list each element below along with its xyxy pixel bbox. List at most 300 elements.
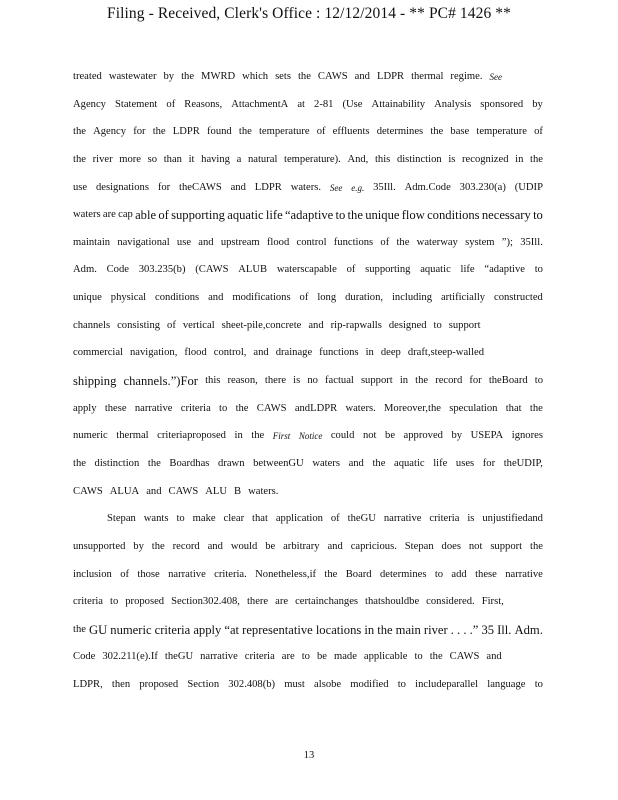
text-line	[73, 402, 543, 430]
text-word: theGU	[347, 513, 376, 525]
text-word: there	[264, 375, 287, 387]
text-line	[73, 595, 543, 623]
text-word: the	[147, 457, 161, 469]
text-word: duration,	[345, 292, 384, 304]
text-word: First	[272, 431, 291, 442]
text-line	[73, 181, 543, 209]
text-word: does	[441, 540, 461, 552]
text-word: unsupported	[73, 540, 126, 552]
text-word: designations	[95, 181, 149, 193]
text-word: the	[73, 457, 86, 469]
text-word: e.g.	[351, 182, 365, 193]
text-word: MWRD	[201, 71, 236, 82]
text-word: the	[73, 126, 86, 138]
text-word: the	[238, 126, 252, 138]
text-word: the	[430, 126, 444, 138]
text-word: CAWS	[449, 651, 480, 663]
text-line	[73, 208, 543, 236]
text-word: this	[374, 153, 391, 165]
text-word: clear	[223, 513, 245, 525]
text-line	[73, 70, 543, 98]
text-word: and	[354, 71, 370, 82]
text-word: LDPR,	[73, 679, 103, 691]
text-word: which	[242, 71, 269, 82]
text-word: of	[346, 264, 356, 276]
text-line	[73, 678, 543, 706]
text-word: Code	[106, 264, 129, 276]
text-word: in	[234, 430, 243, 442]
text-word: conditions	[155, 292, 200, 304]
text-word: Agency	[93, 126, 127, 138]
text-word: Reasons,	[184, 98, 223, 110]
text-word: to	[534, 375, 543, 387]
page-number: 13	[303, 750, 315, 761]
text-line	[73, 153, 543, 181]
text-word: thatshouldbe	[365, 596, 420, 608]
text-word: USEPA	[470, 430, 504, 442]
text-word: for	[157, 181, 171, 193]
text-word: LDPR	[172, 126, 200, 138]
text-word: 35Ill.	[373, 181, 396, 193]
text-word: by	[451, 430, 463, 442]
text-word: and	[198, 236, 214, 248]
text-word: criteria	[429, 513, 460, 525]
text-word: alsobe	[314, 679, 342, 691]
text-word: thermal	[411, 71, 444, 82]
text-word: approved	[403, 430, 443, 442]
text-word: unique	[365, 208, 400, 223]
text-word: of	[167, 319, 176, 331]
text-word: theGU	[164, 651, 194, 663]
text-word: is	[448, 153, 456, 165]
text-word: the	[415, 375, 429, 387]
text-word: See	[489, 72, 502, 82]
text-word: and	[230, 181, 246, 193]
text-word: cap	[118, 209, 133, 221]
text-word: includeparallel	[415, 679, 479, 691]
text-word: modified	[350, 679, 389, 691]
text-word: the	[347, 208, 363, 223]
text-word: narrative	[168, 568, 206, 580]
text-word: Adm.	[514, 622, 543, 637]
text-word: narrative	[200, 651, 238, 663]
text-word: Adm.Code	[404, 181, 451, 193]
text-word: . . . .”	[450, 622, 479, 637]
text-line	[73, 236, 543, 264]
text-word: river	[92, 153, 113, 165]
text-word: 302.211(e).If	[102, 651, 158, 663]
text-word: artificially	[440, 292, 486, 304]
text-word: to	[219, 402, 228, 414]
text-word: to	[433, 319, 442, 331]
text-word: shipping	[73, 374, 117, 389]
text-word: application	[275, 513, 323, 525]
text-word: than	[163, 153, 182, 165]
text-word: numeric	[73, 430, 108, 442]
text-line	[73, 346, 543, 374]
text-line	[73, 98, 543, 126]
text-word: made	[333, 651, 357, 663]
text-word: main	[395, 622, 421, 637]
text-word: having	[201, 153, 230, 165]
text-word: to	[414, 651, 423, 663]
text-word: by	[133, 540, 144, 552]
text-word: be	[385, 430, 396, 442]
text-word: locations	[315, 622, 362, 637]
text-word: theBoard	[488, 375, 528, 387]
text-word: functions	[319, 347, 359, 359]
text-word: constructed	[494, 292, 543, 304]
text-word: consisting	[117, 319, 161, 331]
text-word: designed	[388, 319, 427, 331]
text-word: reason,	[227, 375, 258, 387]
text-line	[73, 291, 543, 319]
text-word: language	[487, 679, 526, 691]
text-word: life	[433, 457, 448, 469]
text-word: use	[73, 181, 88, 193]
text-word: considered.	[426, 596, 475, 608]
text-word: Moreover,the	[384, 402, 441, 414]
text-word: flow	[401, 208, 425, 223]
text-word: the	[152, 126, 166, 138]
text-word: factual	[325, 375, 354, 387]
text-word: criteria.	[214, 568, 247, 580]
text-word: of	[534, 126, 543, 138]
text-word: CAWS	[317, 71, 348, 82]
text-word: the	[73, 153, 86, 165]
text-word: 303.230(a)	[459, 181, 506, 193]
text-word: is	[467, 513, 475, 525]
text-word: proposed	[139, 679, 179, 691]
text-word: supporting	[365, 264, 411, 276]
body-text	[73, 70, 543, 706]
text-word: waters.	[248, 485, 279, 497]
text-word: for	[133, 126, 146, 138]
text-word: and	[348, 457, 364, 469]
text-word: in	[515, 153, 524, 165]
text-word: deep	[380, 347, 401, 359]
text-word: regime.	[450, 71, 483, 82]
text-word: representative	[242, 622, 313, 637]
text-word: of	[158, 208, 169, 223]
text-word: add	[451, 568, 467, 580]
text-word: CAWS	[256, 402, 287, 414]
text-word: channels	[73, 319, 111, 331]
text-word: upstream	[220, 236, 260, 248]
text-word: Analysis	[434, 98, 472, 110]
text-word: life	[265, 208, 283, 223]
text-word: waters.	[345, 402, 376, 414]
text-line	[73, 485, 543, 513]
text-word: modifications	[232, 292, 291, 304]
text-word: support	[360, 375, 393, 387]
text-word: that	[252, 513, 268, 525]
text-word: ALUB	[238, 264, 268, 276]
text-word: determines	[376, 126, 424, 138]
text-word: in	[399, 375, 409, 387]
text-line	[73, 263, 543, 291]
text-word: Section	[187, 679, 220, 691]
text-word: would	[230, 540, 258, 552]
text-word: CAWS	[168, 485, 199, 497]
text-word: these	[475, 568, 497, 580]
text-word: to	[434, 568, 444, 580]
text-word: distinction	[94, 457, 140, 469]
text-word: support	[490, 540, 523, 552]
text-word: of	[380, 236, 390, 248]
text-word: life	[460, 264, 475, 276]
text-word: criteria	[244, 651, 275, 663]
text-word: of	[316, 126, 326, 138]
text-word: not	[468, 540, 483, 552]
text-line	[73, 319, 543, 347]
text-word: (CAWS	[195, 264, 229, 276]
text-word: and	[486, 651, 502, 663]
text-word: sets	[275, 71, 291, 82]
text-word: treated	[73, 71, 102, 82]
text-line	[73, 650, 543, 678]
text-word: of	[166, 98, 176, 110]
text-word: those	[137, 568, 160, 580]
text-word: sheet-pile,concrete	[221, 319, 302, 331]
text-word: LDPR	[254, 181, 282, 193]
text-word: CAWS	[73, 485, 103, 497]
text-word: control	[296, 236, 327, 248]
text-word: the	[396, 236, 410, 248]
text-word: support	[448, 319, 481, 331]
text-line	[73, 125, 543, 153]
text-word: navigational	[117, 236, 170, 248]
text-word: wastewater	[108, 71, 157, 82]
text-word: Notice	[298, 431, 323, 442]
text-word: “adaptive	[484, 264, 525, 276]
text-word: criteria	[73, 596, 103, 608]
text-word: to	[176, 513, 185, 525]
text-word: more	[119, 153, 142, 165]
text-word: for	[469, 375, 482, 387]
text-word: the	[324, 568, 338, 580]
text-word: the	[529, 402, 543, 414]
text-word: capricious.	[350, 540, 397, 552]
text-word: to	[110, 596, 119, 608]
text-word: (UDIP	[514, 181, 543, 193]
text-word: are	[275, 596, 289, 608]
text-word: LDPR	[376, 71, 405, 82]
text-word: 303.235(b)	[138, 264, 186, 276]
text-word: these	[104, 402, 127, 414]
text-word: the	[73, 623, 86, 635]
text-word: Board	[345, 568, 372, 580]
text-word: long	[317, 292, 337, 304]
text-word: criteria	[180, 402, 211, 414]
text-word: and	[327, 540, 343, 552]
text-word: distinction	[396, 153, 442, 165]
text-word: physical	[110, 292, 147, 304]
text-word: ALU	[205, 485, 228, 497]
text-word: drawn	[218, 457, 245, 469]
text-word: waterscapable	[276, 264, 337, 276]
text-word: it	[188, 153, 195, 165]
text-word: narrative	[505, 568, 543, 580]
text-word: Nonetheless,if	[255, 568, 317, 580]
text-word: aquatic	[227, 208, 264, 223]
text-word: for	[482, 457, 496, 469]
text-word: See	[329, 182, 343, 193]
text-word: the	[530, 153, 543, 165]
text-word: arbitrary	[283, 540, 320, 552]
text-word: by	[532, 98, 543, 110]
text-word: at	[297, 98, 306, 110]
text-word: theCAWS	[179, 181, 222, 193]
text-word: found	[207, 126, 232, 138]
text-word: be	[316, 651, 327, 663]
text-line	[73, 540, 543, 568]
text-word: unjustifiedand	[482, 513, 543, 525]
text-word: a	[236, 153, 242, 165]
text-word: uses	[455, 457, 475, 469]
text-word: Ill.	[497, 622, 512, 637]
text-word: apply	[73, 402, 97, 414]
text-word: the	[530, 540, 543, 552]
text-word: not	[362, 430, 377, 442]
text-word: numeric	[110, 622, 152, 637]
text-word: system	[465, 236, 495, 248]
text-word: no	[307, 375, 318, 387]
text-word: temperature	[258, 126, 310, 138]
text-word: “at	[224, 622, 240, 637]
text-line	[73, 568, 543, 596]
text-word: river	[423, 622, 448, 637]
text-word: and	[308, 319, 324, 331]
text-word: and	[208, 292, 224, 304]
text-word: the	[429, 651, 443, 663]
text-word: Section302.408,	[171, 596, 240, 608]
text-word: make	[192, 513, 216, 525]
text-word: waterway	[416, 236, 458, 248]
text-word: B	[234, 485, 242, 497]
text-word: to	[335, 208, 346, 223]
text-word: 2-81	[314, 98, 334, 110]
text-word: criteria	[154, 622, 191, 637]
text-word: the	[297, 71, 311, 82]
text-word: speculation	[449, 402, 498, 414]
text-word: to	[534, 679, 543, 691]
text-line	[73, 623, 543, 651]
text-word: drainage	[275, 347, 313, 359]
text-word: in	[365, 347, 374, 359]
text-word: record	[435, 375, 463, 387]
text-word: flood	[266, 236, 290, 248]
text-word: maintain	[73, 236, 111, 248]
text-word: to	[397, 679, 406, 691]
text-word: certainchanges	[295, 596, 359, 608]
text-word: be	[265, 540, 276, 552]
text-word: Stepan	[107, 513, 136, 525]
text-word: navigation,	[130, 347, 178, 359]
text-word: of	[299, 292, 309, 304]
text-word: temperature	[476, 126, 527, 138]
text-word: proposed	[125, 596, 165, 608]
text-word: necessary	[481, 208, 531, 223]
text-word: so	[147, 153, 158, 165]
text-word: control,	[213, 347, 247, 359]
text-word: andLDPR	[294, 402, 338, 414]
text-word: aquatic	[420, 264, 451, 276]
text-word: waters	[312, 457, 340, 469]
text-word: unique	[73, 292, 102, 304]
text-word: apply	[193, 622, 222, 637]
text-word: inclusion	[73, 568, 112, 580]
text-word: there	[246, 596, 269, 608]
text-word: (Use	[342, 98, 363, 110]
text-word: GU	[89, 622, 108, 637]
text-line	[73, 374, 543, 402]
text-word: is	[293, 375, 301, 387]
text-word: waters	[73, 209, 101, 221]
text-word: temperature).	[284, 153, 341, 165]
filing-header: Filing - Received, Clerk's Office : 12/12/2014 - ** PC# 1426 **	[106, 5, 512, 22]
text-word: ”);	[501, 236, 513, 248]
text-word: Adm.	[73, 264, 97, 276]
text-word: functions	[333, 236, 374, 248]
text-word: Agency	[73, 98, 106, 110]
text-word: ALUA	[109, 485, 140, 497]
text-word: thermal	[116, 430, 149, 442]
text-word: this	[205, 375, 221, 387]
text-word: by	[163, 71, 175, 82]
text-word: the	[372, 457, 386, 469]
text-word: of	[120, 568, 130, 580]
text-word: and	[146, 485, 162, 497]
text-word: 302.408(b)	[228, 679, 276, 691]
text-word: Statement	[114, 98, 158, 110]
text-word: and	[253, 347, 269, 359]
text-word: the	[377, 622, 393, 637]
text-word: base	[450, 126, 470, 138]
text-word: able	[135, 208, 157, 223]
text-word: aquatic	[394, 457, 425, 469]
text-word: Code	[73, 651, 96, 663]
text-word: sponsored	[480, 98, 524, 110]
text-word: theUDIP,	[503, 457, 543, 469]
text-word: applicable	[363, 651, 408, 663]
text-word: could	[330, 430, 355, 442]
text-word: are	[102, 209, 116, 221]
text-word: effluents	[332, 126, 370, 138]
text-word: First,	[481, 596, 504, 608]
text-word: And,	[347, 153, 369, 165]
text-word: draft,steep-walled	[407, 347, 485, 359]
text-word: wants	[143, 513, 169, 525]
text-word: narrative	[134, 402, 173, 414]
text-word: Stepan	[404, 540, 434, 552]
text-word: AttachmentA	[231, 98, 289, 110]
text-word: record	[172, 540, 200, 552]
text-word: recognized	[462, 153, 509, 165]
text-word: natural	[247, 153, 278, 165]
text-word: including	[391, 292, 433, 304]
text-word: must	[284, 679, 305, 691]
text-word: vertical	[182, 319, 215, 331]
text-word: the	[251, 430, 265, 442]
text-word: narrative	[383, 513, 422, 525]
text-word: flood	[184, 347, 207, 359]
text-word: of	[330, 513, 340, 525]
text-line	[73, 429, 543, 457]
text-word: waters.	[290, 181, 321, 193]
text-word: in	[364, 622, 375, 637]
text-word: rip-rapwalls	[330, 319, 382, 331]
